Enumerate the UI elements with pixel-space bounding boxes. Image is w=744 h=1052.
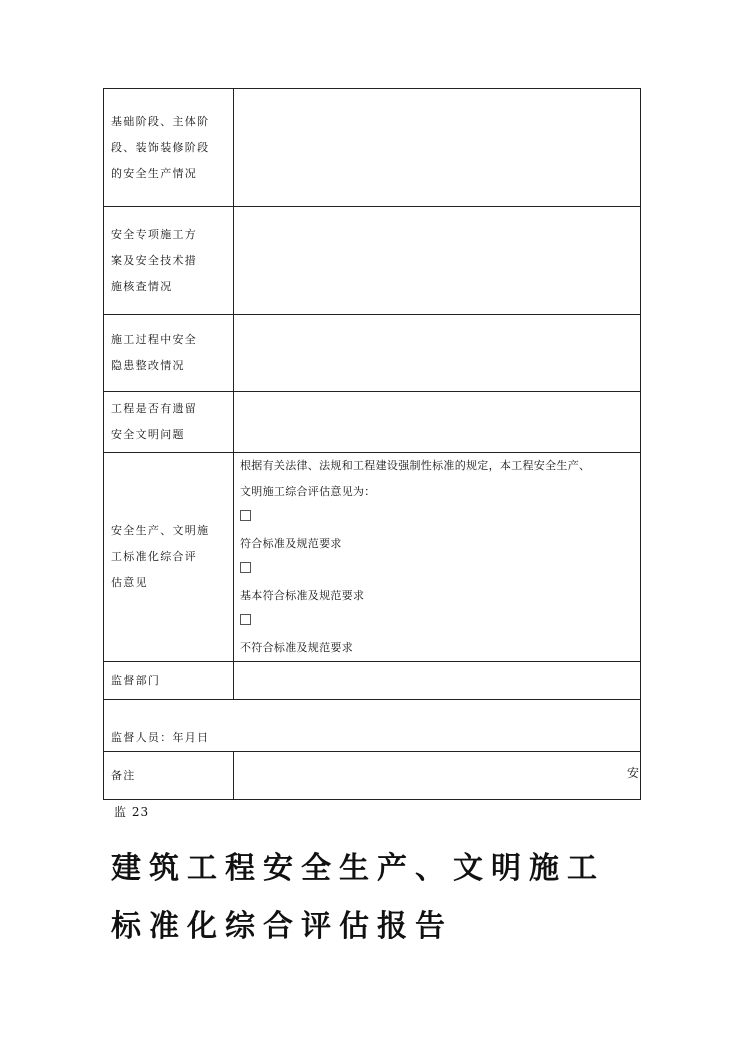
hazard-rectification-label [104, 315, 234, 392]
label-line: 基础阶段、主体阶 [111, 114, 210, 128]
hazard-rectification-field[interactable] [234, 315, 641, 392]
option-non-compliant[interactable] [240, 609, 634, 661]
special-plan-field[interactable] [234, 207, 641, 315]
supervision-dept-label: 监督部门 [104, 662, 234, 700]
report-title-line1: 建筑工程安全生产、文明施工 [111, 851, 605, 886]
option-compliant[interactable] [240, 505, 634, 557]
opinion-intro-line: 文明施工综合评估意见为： [240, 485, 376, 498]
evaluation-opinion-label [104, 453, 234, 662]
legacy-issues-field[interactable] [234, 392, 641, 453]
checkbox-icon[interactable] [240, 614, 251, 625]
report-title-line2: 标准化综合评估报告 [111, 909, 453, 944]
row-evaluation-opinion [104, 453, 641, 662]
stage-safety-label [104, 89, 234, 207]
supervisor-date-field[interactable]: 监督人员：年月日 [104, 700, 641, 752]
option-basically-compliant[interactable] [240, 557, 634, 609]
option-label: 符合标准及规范要求 [240, 537, 342, 550]
option-label: 不符合标准及规范要求 [240, 641, 353, 654]
row-stage-safety [104, 89, 641, 207]
label-line: 案及安全技术措 [111, 253, 198, 267]
label-line: 工程是否有遗留 [111, 402, 198, 415]
label-line: 的安全生产情况 [111, 166, 198, 180]
label-line: 估意见 [111, 576, 148, 589]
evaluation-form-table [103, 88, 641, 800]
label-line: 安全文明问题 [111, 428, 185, 441]
label-line: 隐患整改情况 [111, 359, 185, 372]
stage-safety-field[interactable] [234, 89, 641, 207]
row-remarks [104, 752, 641, 800]
special-plan-label [104, 207, 234, 315]
label-line: 安全生产、文明施 [111, 524, 210, 537]
label-line: 工标准化综合评 [111, 550, 198, 563]
row-supervisor [104, 700, 641, 752]
row-legacy-issues [104, 392, 641, 453]
checkbox-icon[interactable] [240, 510, 251, 521]
option-label: 基本符合标准及规范要求 [240, 589, 365, 602]
row-special-plan [104, 207, 641, 315]
evaluation-opinion-content [234, 453, 641, 662]
corner-text: 安 [627, 766, 640, 780]
row-hazard-rectification [104, 315, 641, 392]
opinion-intro-line: 根据有关法律、法规和工程建设强制性标准的规定，本工程安全生产、 [240, 459, 591, 472]
label-line: 段、装饰装修阶段 [111, 140, 210, 154]
checkbox-icon[interactable] [240, 562, 251, 573]
supervision-dept-field[interactable] [234, 662, 641, 700]
label-line: 施工过程中安全 [111, 333, 198, 346]
row-supervision-dept [104, 662, 641, 700]
remarks-field[interactable] [234, 752, 641, 800]
legacy-issues-label [104, 392, 234, 453]
remarks-label: 备注 [104, 752, 234, 800]
label-line: 安全专项施工方 [111, 227, 198, 241]
label-line: 施核查情况 [111, 279, 173, 293]
form-code: 监 23 [114, 805, 150, 819]
